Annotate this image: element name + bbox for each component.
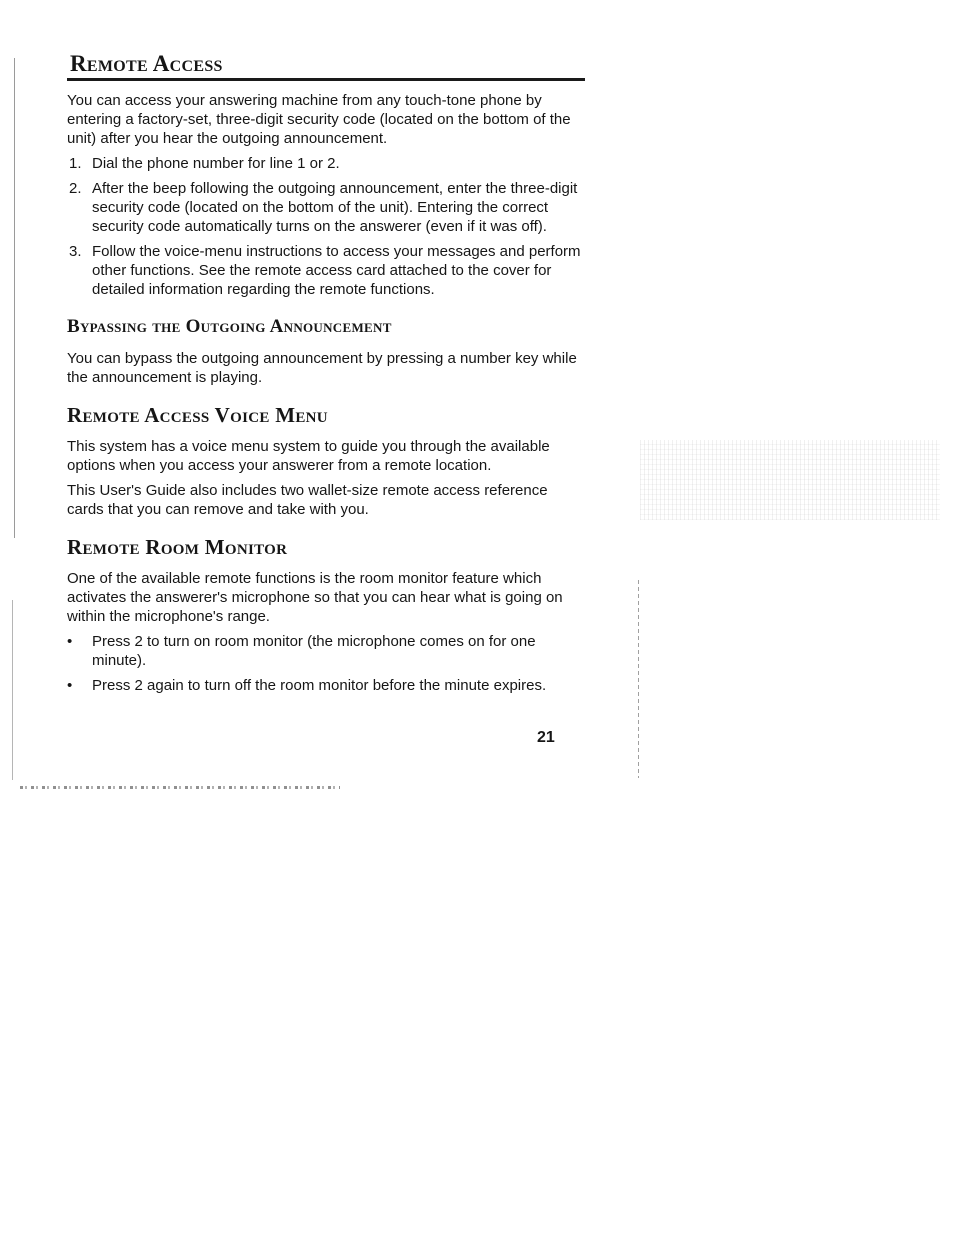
scan-noise-artifact [640,440,940,520]
scan-edge-artifact [12,600,13,780]
list-item [67,179,587,236]
step-number: 3. [69,243,82,260]
step-number: 2. [69,180,82,197]
scan-edge-artifact [14,58,15,538]
section-title-bypassing: Bypassing the Outgoing Announcement [67,316,392,337]
page-number: 21 [537,729,555,746]
section-title-room-monitor: Remote Room Monitor [67,535,288,559]
page-content [67,50,587,701]
bullet-text: Press 2 to turn on room monitor (the microphone comes on for one minute). [92,633,536,669]
section-title-remote-access: Remote Access [67,50,585,81]
section-title-voice-menu: Remote Access Voice Menu [67,403,328,427]
scan-edge-artifact [20,786,340,789]
step-text: Follow the voice-menu instructions to access your messages and perform other functions. See the remote access card attached to the cover for detailed information regarding the remote functions. [92,243,581,298]
step-text: Dial the phone number for line 1 or 2. [92,155,340,172]
bullet-marker: • [67,633,73,650]
section-paragraph: You can access your answering machine from any touch-tone phone by entering a factory-set, three-digit security code (located on the bottom of the unit) after you hear the outgoing announcement. [67,92,571,147]
list-item [67,154,587,173]
bullet-text: Press 2 again to turn off the room monitor before the minute expires. [92,677,547,694]
bullet-marker: • [67,677,73,694]
list-item [67,676,587,695]
section-paragraph: One of the available remote functions is the room monitor feature which activates the answerer's microphone so that you can hear what is going on within the microphone's range. [67,570,563,625]
list-item [67,632,587,670]
scan-edge-artifact [638,580,639,778]
section-paragraph: You can bypass the outgoing announcement by pressing a number key while the announcement is playing. [67,350,577,386]
bullet-list [67,632,587,695]
section-paragraph: This User's Guide also includes two wallet-size remote access reference cards that you can remove and take with you. [67,482,548,518]
list-item [67,242,587,299]
section-paragraph: This system has a voice menu system to guide you through the available options when you access your answerer from a remote location. [67,438,550,474]
step-text: After the beep following the outgoing announcement, enter the three-digit security code (located on the bottom of the unit). Entering the correct security code automatically turns on the answerer (even if it was off). [92,180,578,235]
steps-list [67,154,587,299]
step-number: 1. [69,155,82,172]
